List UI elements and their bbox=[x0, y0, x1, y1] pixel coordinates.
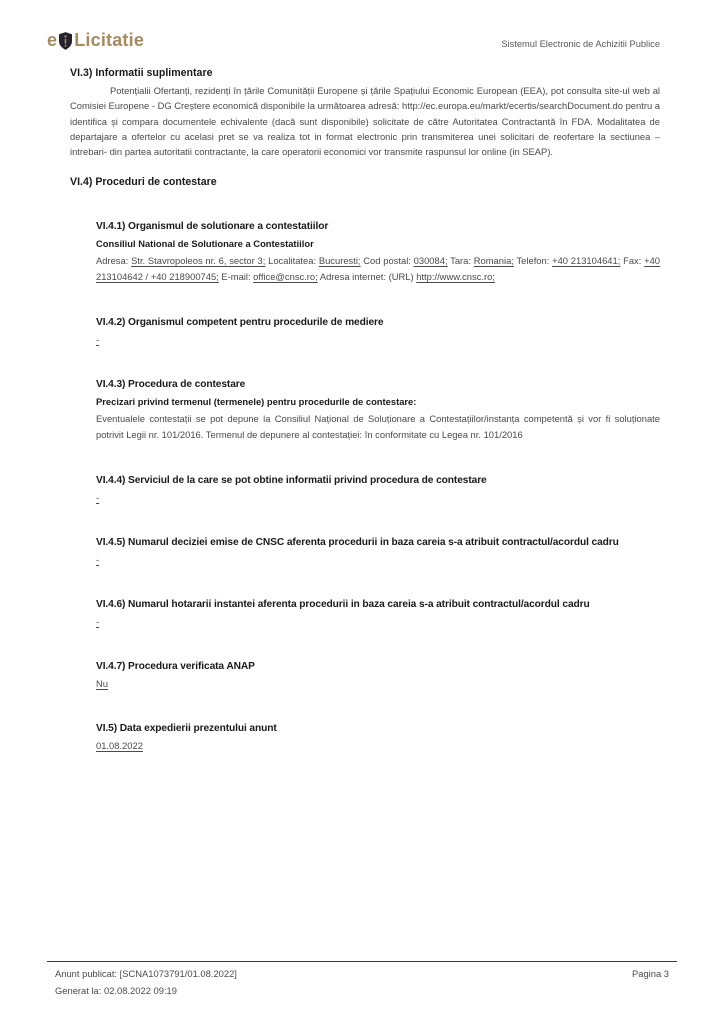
subsection-vi42-title: VI.4.2) Organismul competent pentru procedurile de mediere bbox=[96, 317, 384, 329]
vi42-value: - bbox=[96, 334, 100, 346]
subsection-vi45 bbox=[96, 535, 660, 567]
subsection-vi46 bbox=[96, 597, 660, 629]
logo-letter-e: e bbox=[47, 30, 58, 50]
subsection-vi44 bbox=[96, 473, 660, 505]
subsection-vi44-title: VI.4.4) Serviciul de la care se pot obtine informatii privind procedura de contestare bbox=[96, 475, 487, 487]
subsection-vi45-title: VI.4.5) Numarul deciziei emise de CNSC aferenta procedurii in baza careia s-a atribuit contractul/acordul cadru bbox=[96, 537, 619, 549]
vi47-value: Nu bbox=[96, 678, 108, 690]
section-vi5-title: VI.5) Data expedierii prezentului anunt bbox=[96, 723, 277, 735]
section-vi4-title: VI.4) Proceduri de contestare bbox=[70, 176, 217, 189]
shield-icon bbox=[59, 32, 72, 50]
vi46-value: - bbox=[96, 616, 100, 628]
subsection-vi43-title: VI.4.3) Procedura de contestare bbox=[96, 379, 246, 391]
page-footer bbox=[47, 961, 677, 997]
vi41-address: Adresa: Str. Stavropoleos nr. 6, sector 3; Localitatea: Bucuresti; Cod postal: 030084; Tara: Romania; Telefon: +40 213104641; Fax: +40 213104642 / +40 218900745; E-mail: office@cnsc.ro; Adresa internet: (URL) http://www.cnsc.ro; bbox=[96, 255, 661, 283]
document-content bbox=[70, 60, 660, 753]
subsection-vi47-title: VI.4.7) Procedura verificata ANAP bbox=[96, 661, 255, 673]
system-title: Sistemul Electronic de Achizitii Publice bbox=[501, 39, 660, 49]
subsection-vi47 bbox=[96, 659, 660, 691]
logo-wordmark: Licitatie bbox=[74, 30, 145, 50]
subsection-vi42 bbox=[96, 315, 660, 347]
subsection-vi43 bbox=[96, 377, 660, 443]
subsection-vi41-title: VI.4.1) Organismul de solutionare a contestatiilor bbox=[96, 221, 329, 233]
footer-published: Anunt publicat: [SCNA1073791/01.08.2022] bbox=[55, 968, 237, 979]
section-vi3-paragraph: Potențialii Ofertanți, rezidenți în țările Comunității Europene și țările Spațiului Economic European (EEA), pot consulta site-ul web al Comisiei Europene - DG Creștere economică disponibile la următoarea adresă: http://ec.europa.eu/markt/ecertis/searchDocument.do pentru a identifica și compara documentele echivalente (dacă sunt disponibile) solicitate de către Autoritatea Contractantă în FDA. Modalitatea de departajare a ofertelor cu acelasi pret se va realiza tot in format electronic prin transmiterea unei solicitari de reofertare la sectiunea – intrebari- din partea autoritatii contractante, la care operatorii economici vor transmite raspunsul lor online (in SEAP). bbox=[70, 85, 660, 158]
section-vi3-title: VI.3) Informatii suplimentare bbox=[70, 67, 213, 79]
vi44-value: - bbox=[96, 492, 100, 504]
subsection-vi41 bbox=[96, 219, 660, 285]
footer-page-number: Pagina 3 bbox=[631, 968, 669, 979]
vi43-subtitle: Precizari privind termenul (termenele) pentru procedurile de contestare: bbox=[96, 396, 417, 408]
section-vi5 bbox=[96, 721, 660, 753]
vi43-text: Eventualele contestații se pot depune la Consiliul Național de Soluționare a Contestațiilor/instanța competentă și vor fi soluționate potrivit Legii nr. 101/2016. Termenul de depunere al contestației: în conformitate cu Legea nr. 101/2016 bbox=[96, 413, 660, 441]
subsection-vi46-title: VI.4.6) Numarul hotararii instantei aferenta procedurii in baza careia s-a atribuit contractul/acordul cadru bbox=[96, 599, 590, 611]
vi5-value: 01.08.2022 bbox=[96, 740, 143, 752]
footer-generated: Generat la: 02.08.2022 09:19 bbox=[55, 985, 177, 996]
vi45-value: - bbox=[96, 554, 100, 566]
elicitatie-logo bbox=[47, 30, 144, 51]
vi41-organization-name: Consiliul National de Solutionare a Contestatiilor bbox=[96, 238, 314, 250]
page-header bbox=[47, 30, 660, 51]
